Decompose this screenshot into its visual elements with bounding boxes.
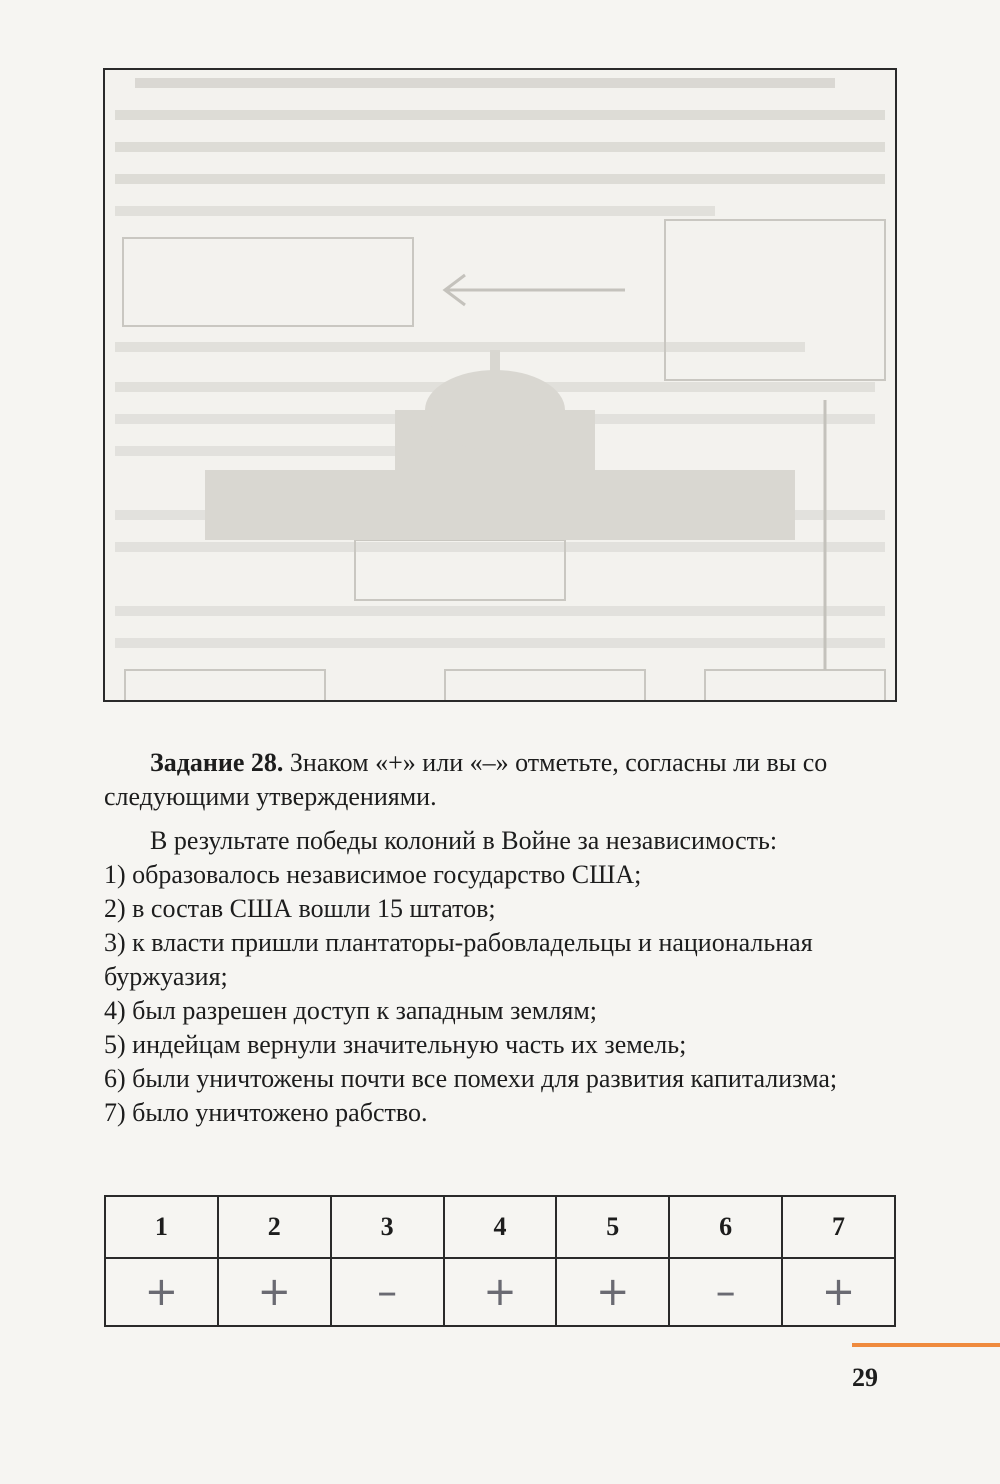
answer-header-cell: 3 — [331, 1196, 444, 1258]
answer-header-cell: 6 — [669, 1196, 782, 1258]
illustration-frame — [103, 68, 897, 702]
show-through-illustration — [105, 70, 897, 702]
statement-item: 5) индейцам вернули значительную часть их земель; — [104, 1030, 687, 1059]
task-heading — [104, 746, 896, 814]
statement-item: 3) к власти пришли плантаторы-рабовладельцы и национальная буржуазия; — [104, 928, 813, 991]
task-instruction: Знаком «+» или «–» отметьте, согласны ли вы со следующими утверждениями. — [104, 748, 828, 811]
answer-header-cell: 7 — [782, 1196, 895, 1258]
answer-mark-cell[interactable]: + — [105, 1258, 218, 1326]
answer-mark-cell[interactable]: + — [782, 1258, 895, 1326]
page-accent-rule — [852, 1343, 1000, 1347]
answer-mark-cell[interactable]: + — [218, 1258, 331, 1326]
page-number: 29 — [852, 1363, 878, 1392]
statement-item: 2) в состав США вошли 15 штатов; — [104, 894, 496, 923]
answer-header-cell: 2 — [218, 1196, 331, 1258]
answer-table — [104, 1195, 896, 1327]
task-number: Задание 28. — [150, 748, 284, 777]
answer-mark-cell[interactable]: + — [444, 1258, 557, 1326]
task-lead: В результате победы колоний в Войне за независимость: — [150, 826, 778, 855]
answer-header-cell: 5 — [556, 1196, 669, 1258]
statement-item: 7) было уничтожено рабство. — [104, 1098, 428, 1127]
answer-header-cell: 4 — [444, 1196, 557, 1258]
answer-mark-cell[interactable]: – — [331, 1258, 444, 1326]
statement-list — [104, 858, 896, 1130]
statement-item: 4) был разрешен доступ к западным землям; — [104, 996, 597, 1025]
statement-item: 1) образовалось независимое государство США; — [104, 860, 642, 889]
answer-mark-cell[interactable]: + — [556, 1258, 669, 1326]
answer-header-cell: 1 — [105, 1196, 218, 1258]
answer-table-marks-row — [105, 1258, 895, 1326]
answer-table-header-row — [105, 1196, 895, 1258]
statement-item: 6) были уничтожены почти все помехи для развития капитализма; — [104, 1064, 838, 1093]
task-28 — [104, 746, 896, 1130]
answer-mark-cell[interactable]: – — [669, 1258, 782, 1326]
